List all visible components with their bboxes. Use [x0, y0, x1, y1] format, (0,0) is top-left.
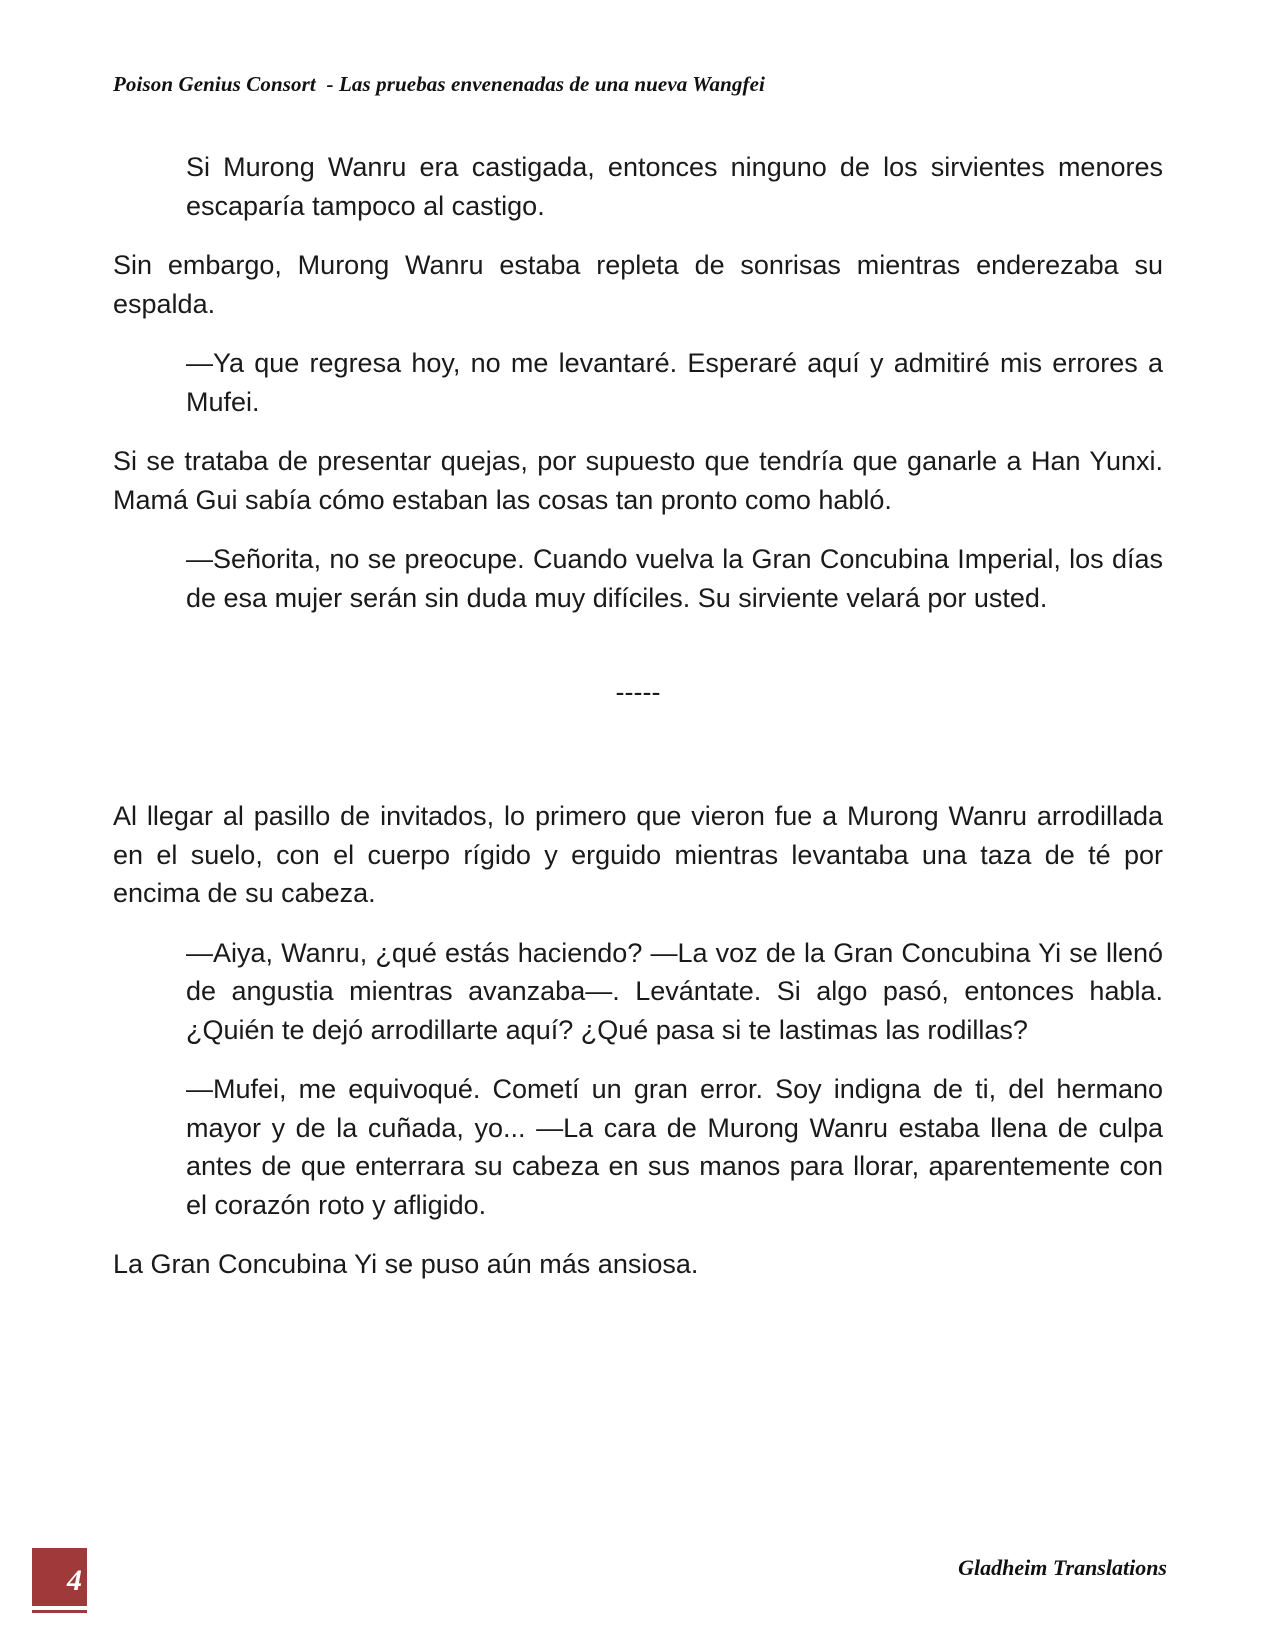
paragraph: —Ya que regresa hoy, no me levantaré. Esperaré aquí y admitiré mis errores a Mufei. — [186, 348, 1163, 417]
paragraph: Sin embargo, Murong Wanru estaba repleta de sonrisas mientras enderezaba su espalda. — [113, 250, 1163, 319]
paragraph: La Gran Concubina Yi se puso aún más ansiosa. — [113, 1249, 699, 1279]
page-number: 4 — [67, 1564, 82, 1597]
footer-credit: Gladheim Translations — [958, 1555, 1167, 1580]
paragraph: Si Murong Wanru era castigada, entonces ninguno de los sirvientes menores escaparía tampoco al castigo. — [186, 152, 1163, 221]
paragraph: Si se trataba de presentar quejas, por supuesto que tendría que ganarle a Han Yunxi. Mamá Gui sabía cómo estaban las cosas tan pronto como habló. — [113, 446, 1163, 515]
document-header-title: Poison Genius Consort - Las pruebas envenenadas de una nueva Wangfei — [113, 72, 765, 96]
paragraph: Al llegar al pasillo de invitados, lo primero que vieron fue a Murong Wanru arrodillada en el suelo, con el cuerpo rígido y erguido mientras levantaba una taza de té por encima de su cabeza. — [113, 801, 1163, 908]
document-body — [113, 148, 1163, 1305]
paragraph: —Mufei, me equivoqué. Cometí un gran error. Soy indigna de ti, del hermano mayor y de la cuñada, yo... —La cara de Murong Wanru estaba llena de culpa antes de que enterrara su cabeza en sus manos para llorar, aparentemente con el corazón roto y afligido. — [186, 1074, 1163, 1220]
paragraph: —Aiya, Wanru, ¿qué estás haciendo? —La voz de la Gran Concubina Yi se llenó de angustia mientras avanzaba—. Levántate. Si algo pasó, entonces habla. ¿Quién te dejó arrodillarte aquí? ¿Qué pasa si te lastimas las rodillas? — [186, 937, 1163, 1045]
section-separator: ----- — [615, 677, 661, 707]
page-number-underline — [32, 1610, 87, 1613]
paragraph: —Señorita, no se preocupe. Cuando vuelva la Gran Concubina Imperial, los días de esa mujer serán sin duda muy difíciles. Su sirviente velará por usted. — [186, 544, 1163, 613]
